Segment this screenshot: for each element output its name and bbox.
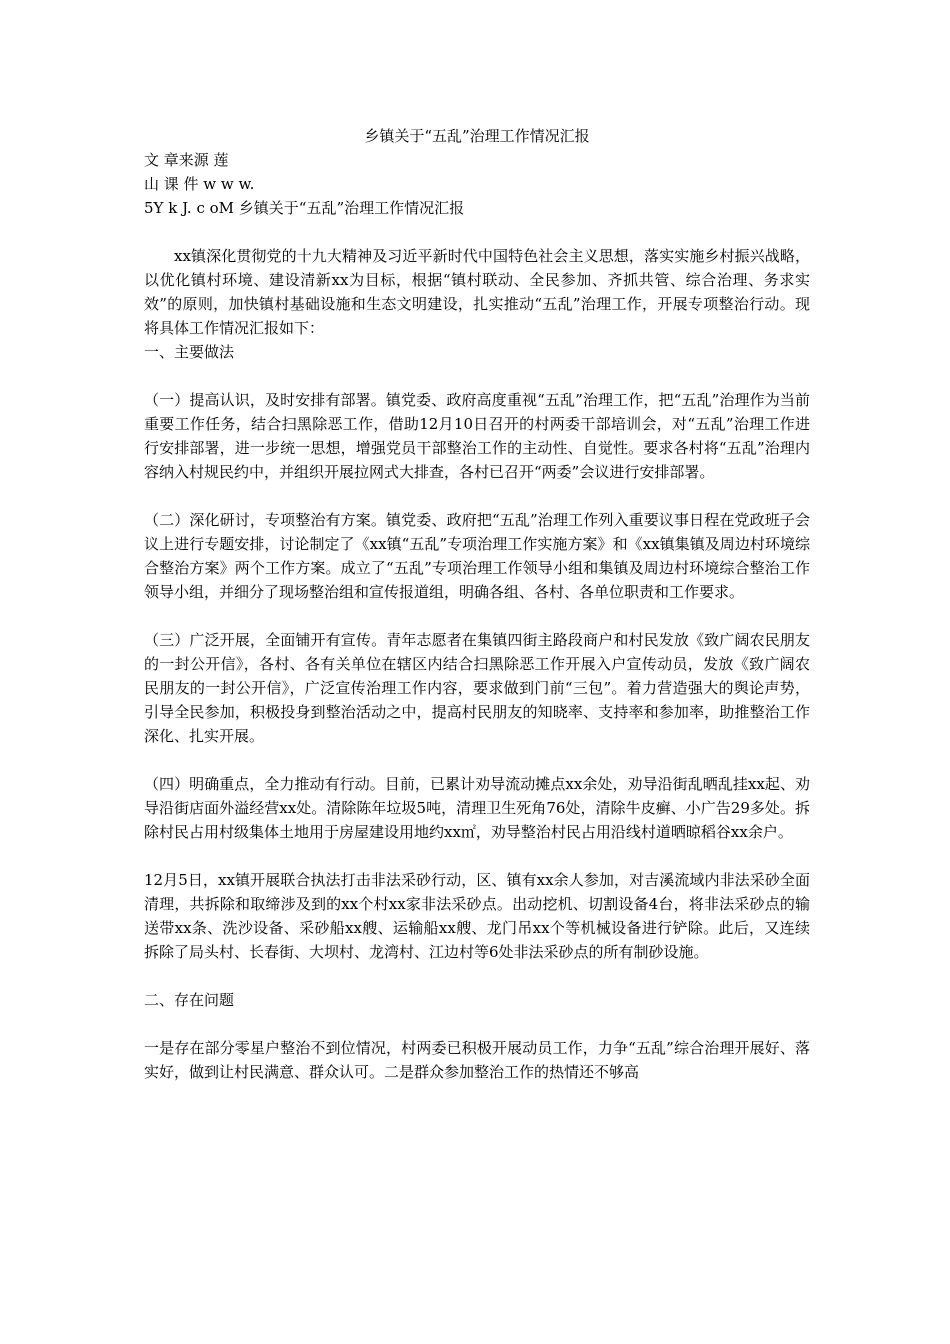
source-line: 山 课 件 w w w. — [144, 175, 255, 193]
paragraph-item-4: （四）明确重点，全力推动有行动。目前，已累计劝导流动摊点xx余处，劝导沿街乱晒乱挂xx起、劝导沿街店面外溢经营xx处。清除陈年垃圾5吨，清理卫生死角76处，清除牛皮癣、小广告29多处。拆除村民占用村级集体土地用于房屋建设用地约xx㎡，劝导整治村民占用沿线村道晒晾稻谷xx余户。 — [144, 775, 810, 841]
paragraph-item-1: （一）提高认识，及时安排有部署。镇党委、政府高度重视“五乱”治理工作，把“五乱”治理作为当前重要工作任务，结合扫黑除恶工作，借助12月10日召开的村两委干部培训会，对“五乱”治理工作进行安排部署，进一步统一思想，增强党员干部整治工作的主动性、自觉性。要求各村将“五乱”治理内容纳入村规民约中，并组织开展拉网式大排查，各村已召开“两委”会议进行安排部署。 — [144, 391, 810, 481]
paragraph-enforcement: 12月5日，xx镇开展联合执法打击非法采砂行动，区、镇有xx余人参加，对吉溪流域内非法采砂全面清理，共拆除和取缔涉及到的xx个村xx家非法采砂点。出动挖机、切割设备4台，将非法采砂点的输送带xx条、洗沙设备、采砂船xx艘、运输船xx艘、龙门吊xx个等机械设备进行铲除。此后，又连续拆除了局头村、长春街、大坝村、龙湾村、江边村等6处非法采砂点的所有制砂设施。 — [144, 871, 810, 961]
paragraph-item-2: （二）深化研讨，专项整治有方案。镇党委、政府把“五乱”治理工作列入重要议事日程在党政班子会议上进行专题安排，讨论制定了《xx镇“五乱”专项治理工作实施方案》和《xx镇集镇及周边村环境综合整治方案》两个工作方案。成立了“五乱”专项治理工作领导小组和集镇及周边村环境综合整治工作领导小组，并细分了现场整治组和宣传报道组，明确各组、各村、各单位职责和工作要求。 — [144, 511, 810, 601]
blank-line — [144, 844, 810, 868]
blank-line — [144, 220, 810, 244]
section-heading-main-practices: 一、主要做法 — [144, 343, 235, 361]
source-block — [144, 148, 810, 220]
blank-line — [144, 604, 810, 628]
source-line: 5Y k J. c oM 乡镇关于“五乱”治理工作情况汇报 — [144, 199, 465, 217]
blank-line — [144, 748, 810, 772]
paragraph-item-3: （三）广泛开展，全面铺开有宣传。青年志愿者在集镇四街主路段商户和村民发放《致广阔农民朋友的一封公开信》，各村、各有关单位在辖区内结合扫黑除恶工作开展入户宣传动员，发放《致广阔农民朋友的一封公开信》，广泛宣传治理工作内容，要求做到门前“三包”。着力营造强大的舆论声势，引导全民参加，积极投身到整治活动之中，提高村民朋友的知晓率、支持率和参加率，助推整治工作深化、扎实开展。 — [144, 631, 810, 745]
paragraph-problems: 一是存在部分零星户整治不到位情况，村两委已积极开展动员工作，力争“五乱”综合治理开展好、落实好，做到让村民满意、群众认可。二是群众参加整治工作的热情还不够高 — [144, 1039, 810, 1081]
intro-paragraph: xx镇深化贯彻党的十九大精神及习近平新时代中国特色社会主义思想，落实实施乡村振兴战略，以优化镇村环境、建设清新xx为目标，根据“镇村联动、全民参加、齐抓共管、综合治理、务求实效”的原则，加快镇村基础设施和生态文明建设，扎实推动“五乱”治理工作，开展专项整治行动。现将具体工作情况汇报如下： — [144, 247, 810, 337]
blank-line — [144, 964, 810, 988]
blank-line — [144, 1012, 810, 1036]
blank-line — [144, 484, 810, 508]
section-heading-problems: 二、存在问题 — [144, 991, 235, 1009]
document-title: 乡镇关于“五乱”治理工作情况汇报 — [364, 127, 590, 145]
source-line: 文 章来源 莲 — [144, 151, 229, 169]
blank-line — [144, 364, 810, 388]
document-page — [144, 124, 810, 1084]
